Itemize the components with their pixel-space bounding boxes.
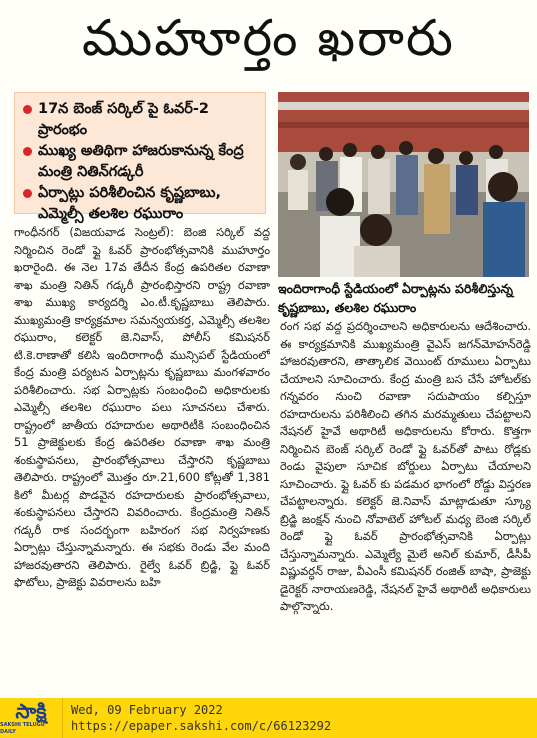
sakshi-logo[interactable] [0,698,63,738]
highlights-box [14,92,266,222]
article-text: గాంధీనగర్ (విజయవాడ సెంట్రల్): బెంజి సర్కిల్ వద్ద నిర్మించిన రెండో ఫ్లై ఓవర్ ప్రారంభోత్సవానికి ముహూర్తం ఖరారైంది. ఈ నెల 17వ తేదీన కేంద్ర ఉపరితల రవాణా శాఖ మంత్రి నితిన్ గడ్కరీ ప్రారంభిస్తారని రాష్ట్ర రవాణా శాఖ ముఖ్య కార్యదర్శి ఎం.టీ.కృష్ణబాబు తెలిపారు. ముఖ్యమంత్రి కార్యక్రమాల సమన్వయకర్త, ఎమ్మెల్సీ తలశిల రఘురాం, కలెక్టర్ జె.నివాస్, పోలీస్ కమిషనర్ టి.కె.రాణాతో కలిసి ఇందిరాగాంధీ మున్సిపల్ స్టేడియంలో కేంద్ర మంత్రి పర్యటన ఏర్పాట్లను కృష్ణబాబు మంగళవారం పరిశీలించారు. సభ ఏర్పాట్లకు సంబంధించి అధికారులకు ఎమ్మెల్సీ తలశిల రఘురాం పలు సూచనలు చేశారు. రాష్ట్రంలో జాతీయ రహదారుల అథారిటీకి సంబంధించిన 51 ప్రాజెక్టులకు కేంద్ర ఉపరితల రవాణా శాఖ మంత్రి శంకుస్థాపనలు, ప్రారంభోత్సవాలు చేస్తారని కృష్ణబాబు తెలిపారు. రాష్ట్రంలో మొత్తం రూ.21,600 కోట్లతో 1,381 కిలో మీటర్ల పొడవైన రహదారులకు ప్రారంభోత్సవాలు, శంకుస్థాపనలు చేస్తారని వివరించారు. కేంద్రమంత్రి నితిన్ గడ్కరీ రాక సందర్భంగా బహిరంగ సభ నిర్వహణకు ఏర్పాట్లు చేస్తున్నామన్నారు. ఈ సభకు రెండు వేల మంది హాజరవుతారని తెలిపారు. రైల్వే ఓవర్ బ్రిడ్జి, ఫ్లై ఓవర్ ఫొటోలు, ప్రాజెక్టు వివరాలను బహి [14,225,270,589]
highlight-item: ముఖ్య అతిథిగా హాజరుకానున్న కేంద్ర మంత్రి నితిన్‌గడ్కరీ [23,141,259,183]
article-column-1 [14,224,270,694]
epaper-link[interactable]: https://epaper.sakshi.com/c/66123292 [71,719,332,733]
bullet-icon [23,105,32,114]
footer-bar [0,698,537,738]
photo-caption: ఇందిరాగాంధీ స్టేడియంలో ఏర్పాట్లను పరిశీలిస్తున్న కృష్ణబాబు, తలశిల రఘురాం [278,281,513,315]
highlight-item: 17న బెంజ్ సర్కిల్ పై ఓవర్-2 ప్రారంభం [23,99,259,141]
bullet-icon [23,189,32,198]
publication-date: Wed, 09 February 2022 [71,703,223,717]
article-text: రంగ సభ వద్ద ప్రదర్శించాలని అధికారులను ఆదేశించారు. ఈ కార్యక్రమానికి ముఖ్యమంత్రి వైఎస్ జగన్‌మోహన్‌రెడ్డి హాజరవుతారని, తాత్కాలిక వెయింట్ రూములు ఏర్పాటు చేయాలని సూచించారు. కేంద్ర మంత్రి బస చేసే హోటల్‌కు గన్నవరం నుంచి రవాణా సదుపాయం కల్పిస్తూ రహదారులను పరిశీలించి తగిన మరమ్మతులు చేపట్టాలని నేషనల్ హైవే అథారిటీ అధికారులను కోరారు. కొత్తగా నిర్మించిన బెంజ్ సర్కిల్ రెండో ఫ్లై ఓవర్‌తో పాటు రోడ్లకు రెండు వైపులా సూచిక బోర్డులు ఏర్పాటు చేయాలని సూచించారు. ఫ్లై ఓవర్ కు పడమర భాగంలో రోడ్డు విస్తరణ చేపట్టాలన్నారు. కలెక్టర్ జె.నివాస్ మాట్లాడుతూ స్క్యూ బ్రిడ్జి జంక్షన్ నుంచి నోవాటెల్ హోటల్ మధ్య బెంజి సర్కిల్ రెండో ఫ్లై ఓవర్ ప్రారంభోత్సవానికి ఏర్పాట్లు చేస్తున్నామన్నారు. ఎమ్మెల్యే మైలే అనిల్ కుమార్, డీసీపీ విష్ణువర్ధన్ రాజు, వీఎంసీ కమిషనర్ రంజిత్ బాషా, ప్రాజెక్టు డైరెక్టర్ నారాయణరెడ్డి, నేషనల్ హైవే అథారిటీ అధికారులు పాల్గొన్నారు. [280,319,531,613]
headline: ముహూర్తం ఖరారు [82,8,455,67]
logo-text: సాక్షి [15,699,47,723]
news-photo [278,92,529,277]
logo-subtext: SAKSHI TELUGU DAILY [0,722,45,735]
footer-info [63,702,331,734]
bullet-icon [23,147,32,156]
article-column-2 [280,318,531,694]
highlight-item: ఏర్పాట్లు పరిశీలించిన కృష్ణబాబు, ఎమ్మెల్సీ తలశిల రఘురాం [23,183,259,225]
